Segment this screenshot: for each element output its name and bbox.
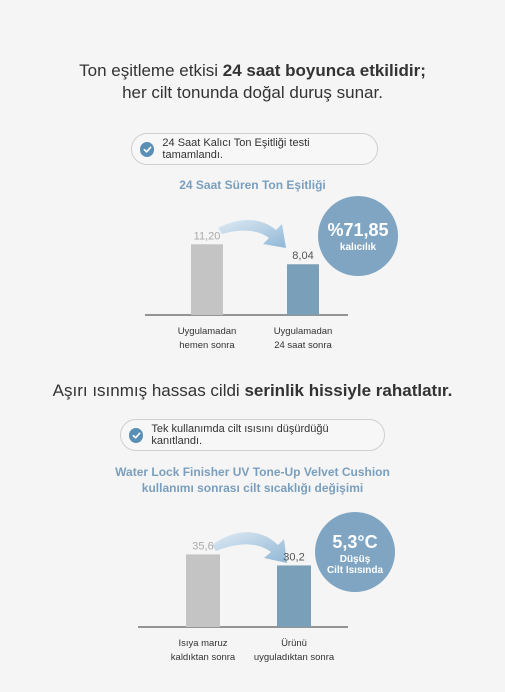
chart1-bar-chart	[0, 190, 505, 360]
category-label-1-0: Uygulamadan	[273, 326, 333, 337]
bar-0	[191, 244, 223, 315]
curved-arrow-icon	[218, 220, 286, 248]
section1-pill-text: 24 Saat Kalıcı Ton Eşitliği testi tamamlandı.	[162, 137, 310, 161]
chart1-title-line: 24 Saat Süren Ton Eşitliği	[179, 178, 326, 192]
category-label-0-1: hemen sonra	[179, 340, 235, 351]
curved-arrow-icon	[212, 532, 287, 563]
section1-headline	[0, 60, 505, 104]
bar-value-label-0: 11,20	[193, 230, 221, 243]
section2-test-pill	[120, 419, 385, 451]
chart2-title-line1: Water Lock Finisher UV Tone-Up Velvet Cushion	[115, 465, 390, 479]
category-label-1-1: 24 saat sonra	[274, 340, 332, 351]
category-label-0-0: Isıya maruz	[178, 638, 228, 649]
check-circle-icon	[140, 142, 154, 157]
bar-value-label-0: 35,6	[192, 540, 214, 553]
badge2-label1: Düşüş	[339, 554, 371, 565]
category-label-0-1: kaldıktan sonra	[170, 652, 236, 663]
section1-test-pill	[131, 133, 378, 165]
bar-0	[186, 554, 220, 627]
badge1-label: kalıcılık	[339, 242, 377, 253]
bar-value-label-1: 8,04	[292, 250, 314, 263]
check-circle-icon	[129, 428, 143, 443]
section2-result-badge	[315, 512, 395, 592]
section1-headline-line2: her cilt tonunda doğal duruş sunar.	[122, 83, 383, 102]
section2-headline: Aşırı ısınmış hassas cildi serinlik hissiyle rahatlatır.	[52, 381, 453, 400]
bar-1	[277, 565, 311, 627]
bar-1	[287, 264, 319, 315]
section1-headline-line1: Ton eşitleme etkisi 24 saat boyunca etkilidir;	[79, 61, 426, 80]
category-label-1-0: Ürünü	[281, 638, 307, 649]
section1-result-badge	[318, 196, 398, 276]
badge1-value: %71,85	[327, 220, 389, 240]
chart2-title	[0, 464, 505, 496]
category-label-0-0: Uygulamadan	[177, 326, 237, 337]
section2-pill-text: Tek kullanımda cilt ısısını düşürdüğü kanıtlandı.	[151, 423, 329, 447]
badge2-label2: Cilt Isısında	[326, 565, 384, 576]
category-label-1-1: uyguladıktan sonra	[253, 652, 335, 663]
bar-value-label-1: 30,2	[283, 551, 305, 564]
badge2-value: 5,3°C	[332, 532, 378, 552]
chart2-title-line2: kullanımı sonrası cilt sıcaklığı değişimi	[141, 481, 364, 495]
chart2-bar-chart	[0, 505, 505, 675]
